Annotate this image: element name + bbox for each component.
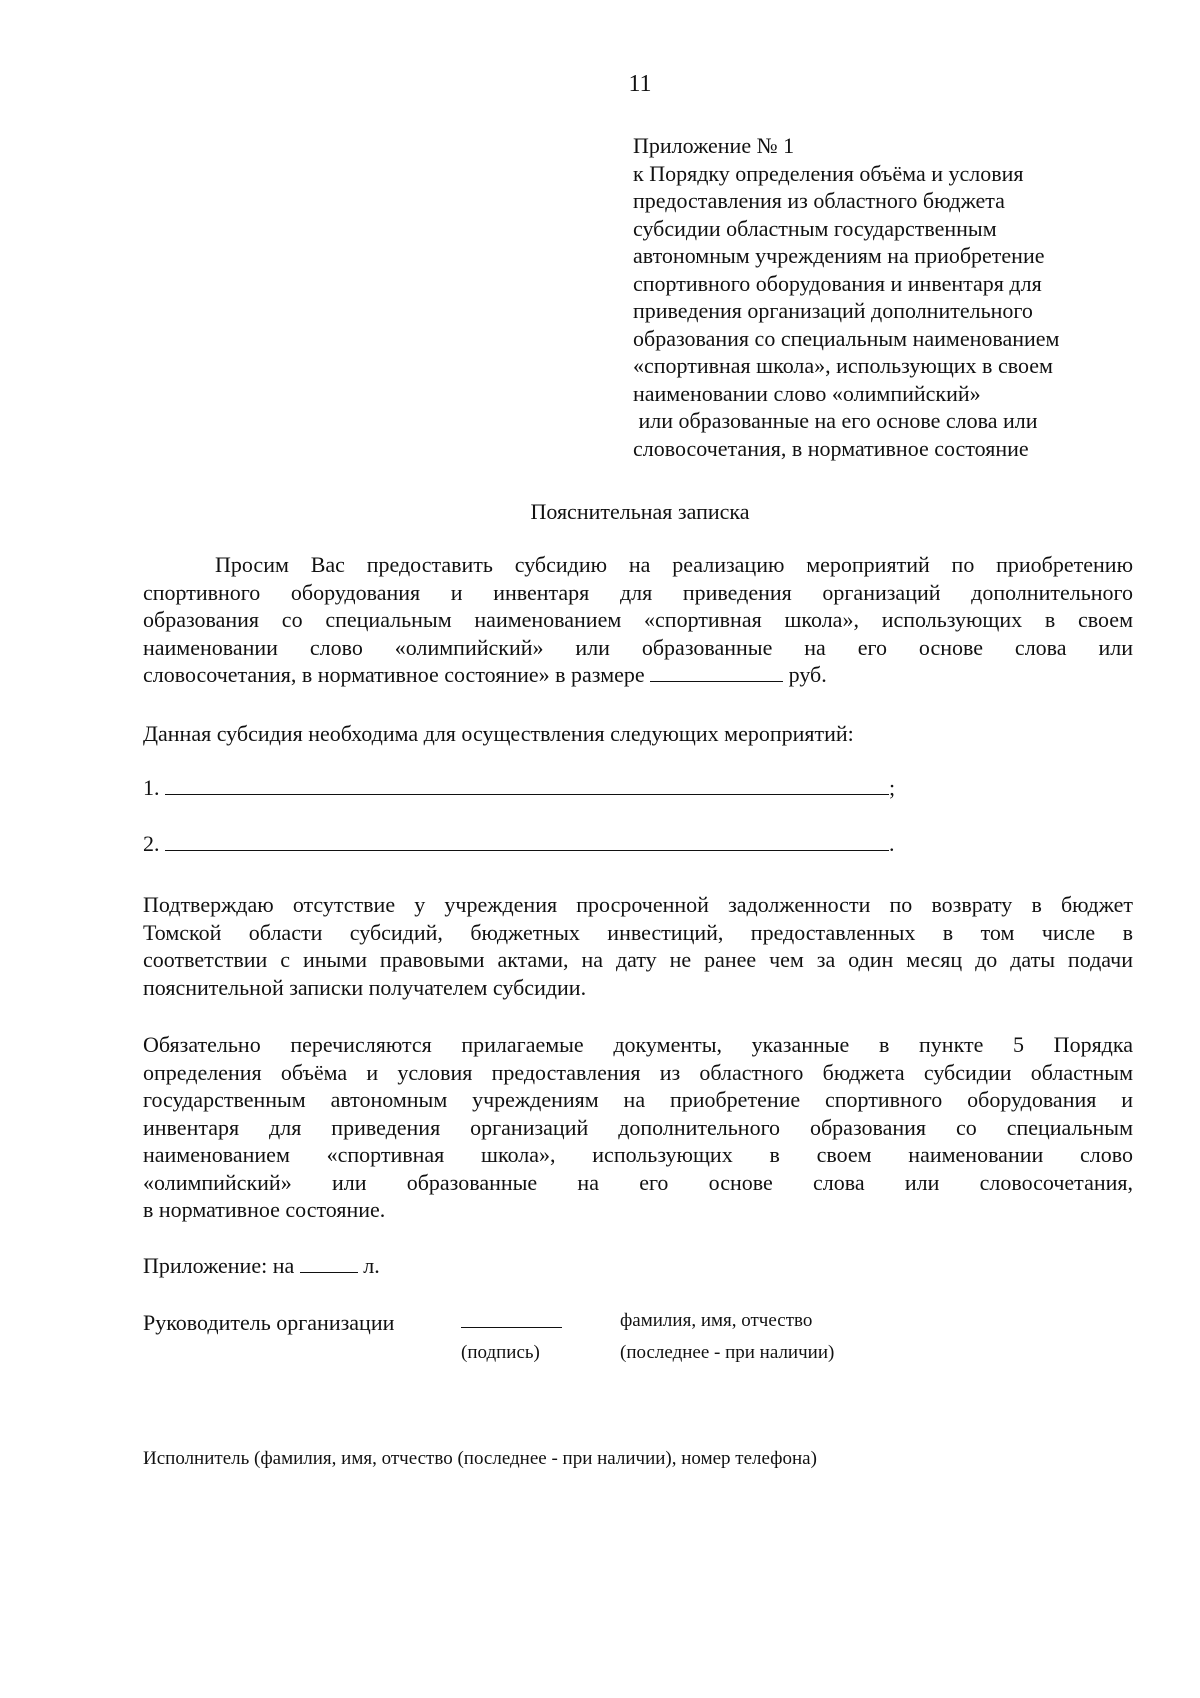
paragraph-line: Обязательно перечисляются прилагаемые документы, указанные в пункте 5 Порядка — [143, 1032, 1133, 1057]
appendix-line: субсидии областным государственным — [633, 215, 997, 241]
attachment-blank[interactable] — [300, 1252, 358, 1273]
paragraph-line: пояснительной записки получателем субсидии. — [143, 974, 587, 1000]
confirmation-paragraph — [143, 891, 1133, 1001]
paragraph-line: определения объёма и условия предоставления из областного бюджета субсидии областным — [143, 1059, 1133, 1085]
attachment-prefix: Приложение: на — [143, 1253, 295, 1278]
item-blank[interactable] — [165, 830, 889, 851]
paragraph-line: спортивного оборудования и инвентаря для приведения организаций дополнительного — [143, 579, 1133, 605]
item-number: 2. — [143, 831, 160, 856]
item-blank[interactable] — [165, 774, 889, 795]
head-signature-label: Руководитель организации — [143, 1310, 395, 1335]
documents-paragraph — [143, 1031, 1133, 1224]
paragraph-line: в нормативное состояние. — [143, 1197, 386, 1222]
paragraph-line — [143, 661, 1133, 689]
appendix-line: к Порядку определения объёма и условия — [633, 160, 1024, 186]
signature-blank[interactable] — [461, 1327, 562, 1328]
paragraph-line: Подтверждаю отсутствие у учреждения просроченной задолженности по возврату в бюджет — [143, 892, 1133, 917]
appendix-line: приведения организаций дополнительного — [633, 298, 1033, 323]
amount-prefix: словосочетания, в нормативное состояние» в размере — [143, 662, 645, 687]
purpose-intro — [143, 720, 1133, 748]
paragraph-line: наименовании слово «олимпийский» или образованные на его основе слова или — [143, 634, 1133, 660]
amount-suffix: руб. — [788, 662, 827, 687]
appendix-header — [633, 132, 1133, 462]
paragraph-line: «олимпийский» или образованные на его основе слова или словосочетания, — [143, 1169, 1133, 1195]
name-label: фамилия, имя, отчество — [620, 1310, 813, 1331]
item-number: 1. — [143, 775, 160, 800]
signature-caption: (подпись) — [461, 1342, 540, 1363]
item-end: . — [889, 831, 895, 856]
appendix-line: предоставления из областного бюджета — [633, 188, 1005, 213]
executor-line: Исполнитель (фамилия, имя, отчество (последнее - при наличии), номер телефона) — [143, 1448, 817, 1469]
paragraph-line: образования со специальным наименованием «спортивная школа», использующих в своем — [143, 607, 1133, 632]
amount-blank[interactable] — [650, 661, 783, 682]
measure-item — [143, 774, 895, 802]
appendix-line: образования со специальным наименованием — [633, 325, 1060, 351]
paragraph-line: соответствии с иными правовыми актами, на дату не ранее чем за один месяц до даты подачи — [143, 947, 1133, 972]
item-end: ; — [889, 775, 896, 800]
request-paragraph — [143, 551, 1133, 689]
appendix-line: «спортивная школа», использующих в своем — [633, 353, 1053, 378]
page-number: 11 — [628, 71, 652, 97]
document-title: Пояснительная записка — [530, 499, 750, 524]
appendix-line: или образованные на его основе слова или — [633, 408, 1038, 433]
paragraph-line: Данная субсидия необходима для осуществления следующих мероприятий: — [143, 721, 854, 746]
paragraph-line: наименованием «спортивная школа», использующих в своем наименовании слово — [143, 1142, 1133, 1167]
attachment-line — [143, 1252, 380, 1280]
paragraph-line: инвентаря для приведения организаций дополнительного образования со специальным — [143, 1114, 1133, 1140]
paragraph-line: государственным автономным учреждениям на приобретение спортивного оборудования и — [143, 1087, 1133, 1112]
paragraph-line: Просим Вас предоставить субсидию на реализацию мероприятий по приобретению — [215, 552, 1133, 577]
measure-item — [143, 830, 895, 858]
appendix-line: спортивного оборудования и инвентаря для — [633, 270, 1042, 296]
paragraph-line: Томской области субсидий, бюджетных инвестиций, предоставленных в том числе в — [143, 919, 1133, 945]
name-caption: (последнее - при наличии) — [620, 1342, 835, 1363]
appendix-line: автономным учреждениям на приобретение — [633, 243, 1045, 268]
attachment-suffix: л. — [363, 1253, 380, 1278]
appendix-line: наименовании слово «олимпийский» — [633, 380, 981, 406]
appendix-line: Приложение № 1 — [633, 133, 795, 158]
appendix-line: словосочетания, в нормативное состояние — [633, 435, 1029, 461]
